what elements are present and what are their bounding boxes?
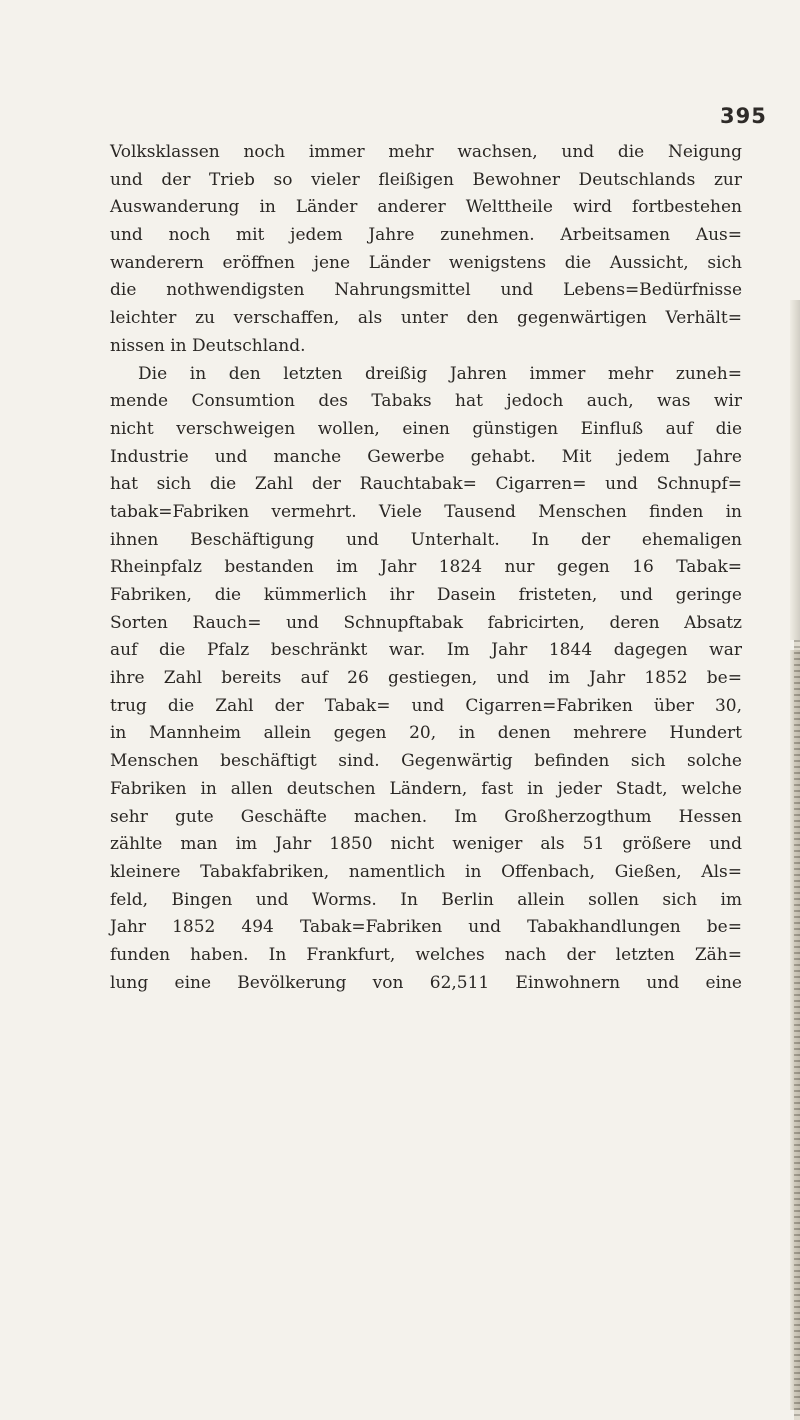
text-line: ihnen Beschäftigung und Unterhalt. In der ehemaligen — [110, 529, 742, 550]
text-line: Die in den letzten dreißig Jahren immer mehr zuneh= — [138, 363, 742, 384]
text-line: leichter zu verschaffen, als unter den gegenwärtigen Verhält= — [110, 308, 742, 329]
text-line: Auswanderung in Länder anderer Welttheile wird fortbestehen — [110, 197, 742, 218]
text-line: wanderern eröffnen jene Länder wenigstens die Aussicht, sich — [110, 252, 742, 273]
text-line: lung eine Bevölkerung von 62,511 Einwohnern und eine — [110, 972, 742, 993]
text-line: feld, Bingen und Worms. In Berlin allein sollen sich im — [110, 889, 742, 910]
text-line: und noch mit jedem Jahre zunehmen. Arbeitsamen Aus= — [110, 225, 742, 246]
text-line: Sorten Rauch= und Schnupftabak fabricirten, deren Absatz — [110, 612, 742, 633]
page-edge-shadow — [790, 300, 800, 640]
text-line: nissen in Deutschland. — [110, 335, 306, 356]
text-line: Fabriken in allen deutschen Ländern, fast in jeder Stadt, welche — [110, 778, 742, 799]
text-line: kleinere Tabakfabriken, namentlich in Offenbach, Gießen, Als= — [110, 861, 742, 882]
text-line: Menschen beschäftigt sind. Gegenwärtig befinden sich solche — [110, 751, 742, 772]
page-edge-leaves — [794, 640, 800, 1420]
text-line: ihre Zahl bereits auf 26 gestiegen, und im Jahr 1852 be= — [110, 668, 742, 689]
text-line: hat sich die Zahl der Rauchtabak= Cigarren= und Schnupf= — [110, 474, 742, 495]
text-line: Industrie und manche Gewerbe gehabt. Mit jedem Jahre — [110, 446, 742, 467]
text-line: auf die Pfalz beschränkt war. Im Jahr 1844 dagegen war — [110, 640, 742, 661]
text-line: Fabriken, die kümmerlich ihr Dasein fristeten, und geringe — [110, 585, 742, 605]
text-line: die nothwendigsten Nahrungsmittel und Lebens=Bedürfnisse — [110, 280, 742, 301]
text-line: zählte man im Jahr 1850 nicht weniger als 51 größere und — [110, 834, 742, 855]
text-line: Volksklassen noch immer mehr wachsen, und die Neigung — [110, 142, 742, 162]
text-line: Jahr 1852 494 Tabak=Fabriken und Tabakhandlungen be= — [110, 917, 742, 938]
text-line: in Mannheim allein gegen 20, in denen mehrere Hundert — [110, 723, 742, 744]
page-number: 395 — [720, 104, 767, 128]
text-line: mende Consumtion des Tabaks hat jedoch auch, was wir — [110, 391, 742, 412]
text-line: nicht verschweigen wollen, einen günstigen Einfluß auf die — [110, 418, 742, 439]
text-line: und der Trieb so vieler fleißigen Bewohner Deutschlands zur — [110, 169, 742, 190]
text-line: sehr gute Geschäfte machen. Im Großherzogthum Hessen — [110, 806, 742, 827]
text-line: trug die Zahl der Tabak= und Cigarren=Fabriken über 30, — [110, 695, 742, 716]
text-line: Rheinpfalz bestanden im Jahr 1824 nur gegen 16 Tabak= — [110, 557, 742, 578]
text-line: funden haben. In Frankfurt, welches nach der letzten Zäh= — [110, 944, 742, 965]
text-line: tabak=Fabriken vermehrt. Viele Tausend Menschen finden in — [110, 501, 742, 522]
body-text — [110, 139, 742, 997]
